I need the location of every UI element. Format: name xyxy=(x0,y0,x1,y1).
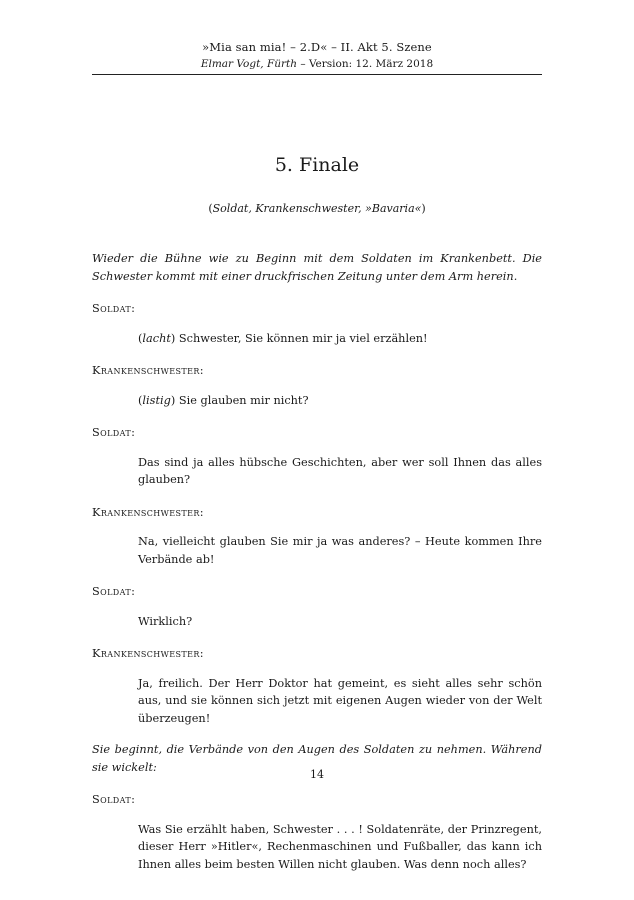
dialogue-line: (listig) Sie glauben mir nicht? xyxy=(138,393,309,407)
author-name: Elmar Vogt, Fürth xyxy=(200,58,298,70)
dialogue-line: Was Sie erzählt haben, Schwester . . . ! Soldatenräte, der Prinzregent, dieser Herr »Hitler«, Rechenmaschinen und Fußballer, das kann ich Ihnen alles beim besten Willen nicht glauben. Was denn noch alles? xyxy=(138,822,542,871)
parenthetical: listig xyxy=(142,393,171,407)
dialogue-line: Ja, freilich. Der Herr Doktor hat gemeint, es sieht alles sehr schön aus, und sie können sich jetzt mit eigenen Augen wieder von der Welt überzeugen! xyxy=(138,676,542,725)
parenthetical: lacht xyxy=(142,331,171,345)
stage-direction: Wieder die Bühne wie zu Beginn mit dem Soldaten im Krankenbett. Die Schwester kommt mit einer druckfrischen Zeitung unter dem Arm herein. xyxy=(92,252,542,283)
speaker-label: Soldat: xyxy=(92,793,136,806)
stage-direction: Sie beginnt, die Verbände von den Augen des Soldaten zu nehmen. Während sie wickelt: xyxy=(92,743,542,774)
speaker-label: Soldat: xyxy=(92,302,136,315)
header-rule xyxy=(92,74,542,75)
dialogue-line: Na, vielleicht glauben Sie mir ja was anderes? – Heute kommen Ihre Verbände ab! xyxy=(138,535,542,566)
speaker-label: Soldat: xyxy=(92,426,136,439)
cast-names: Soldat, Krankenschwester, »Bavaria« xyxy=(212,202,422,215)
dialogue-line: (lacht) Schwester, Sie können mir ja viel erzählen! xyxy=(138,331,428,345)
dialogue-line: Wirklich? xyxy=(138,614,193,628)
running-head-title: »Mia san mia! – 2.D« – II. Akt 5. Szene xyxy=(202,40,432,54)
cast-list: (Soldat, Krankenschwester, »Bavaria«) xyxy=(208,202,426,215)
page-number: 14 xyxy=(310,768,324,781)
scene-title: 5. Finale xyxy=(274,154,360,176)
speaker-label: Krankenschwester: xyxy=(92,647,204,660)
speaker-label: Krankenschwester: xyxy=(92,364,204,377)
speaker-label: Krankenschwester: xyxy=(92,505,204,519)
speaker-label: Soldat: xyxy=(92,585,136,598)
dialogue-line: Das sind ja alles hübsche Geschichten, aber wer soll Ihnen das alles glauben? xyxy=(138,455,542,486)
version-text: – Version: 12. März 2018 xyxy=(297,58,434,70)
running-head-subtitle xyxy=(92,58,542,70)
